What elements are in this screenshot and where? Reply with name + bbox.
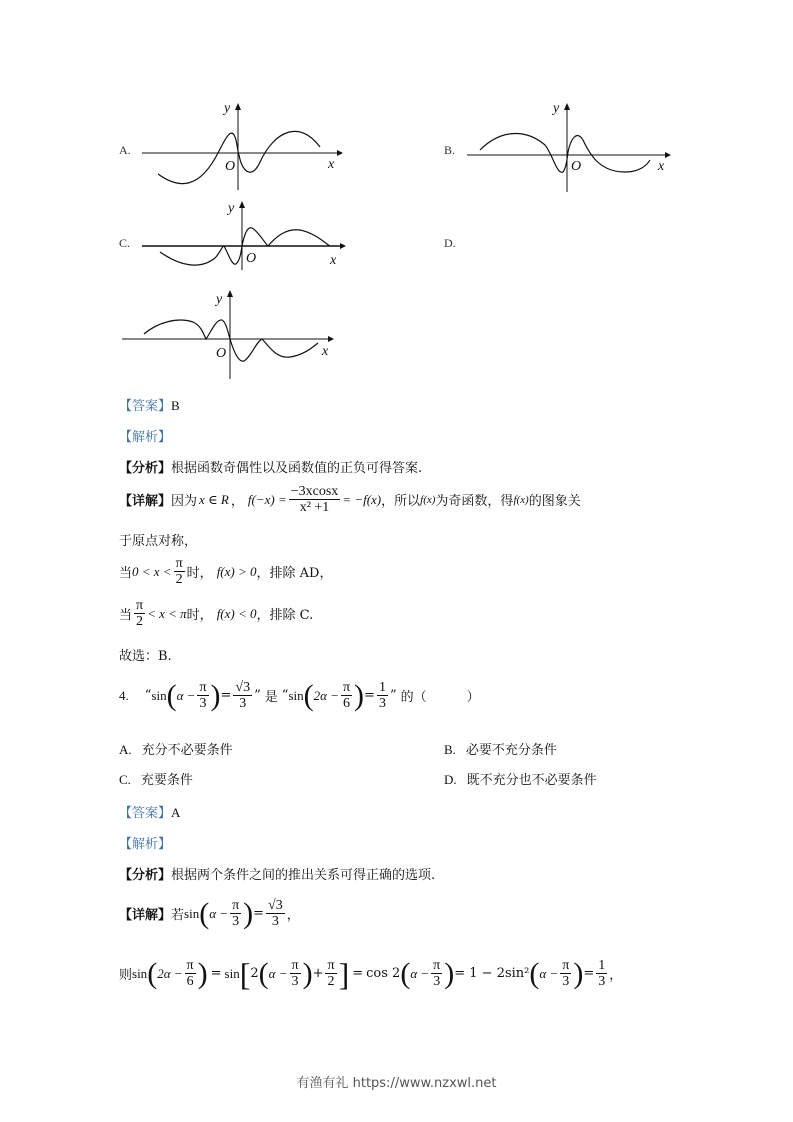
svg-text:y: y — [228, 201, 235, 216]
choice-a[interactable]: A. 充分不必要条件 — [119, 742, 233, 758]
q3-detail-line4: 当 $\frac{\pi}{2}$ < x < π 时， f(x) < 0 ，排除 C. — [119, 598, 314, 629]
svg-text:x: x — [658, 159, 665, 174]
q4-stem: 4. “ sin ( α − $\frac{\pi}{3}$ ) = $\frac{√3}{3}$ ” 是 “ sin ( 2α − $\frac{\pi}{6}$ ) = $\frac{1}{3}$ ” 的（ ） — [119, 678, 480, 712]
q4-analysis-tag: 【解析】 — [119, 837, 172, 852]
answer-tag: 【答案】 — [119, 399, 172, 414]
graph-option-d — [118, 287, 338, 382]
q3-analysis-tag: 【解析】 — [119, 430, 172, 445]
q4-answer-line: 【答案】A — [119, 805, 181, 821]
option-b-label: B. — [444, 143, 456, 157]
q4-detail-line2: 则 sin ( 2α − $\frac{\pi}{6}$ ) = sin [ 2 ( α − $\frac{\pi}{3}$ ) + $\frac{\pi}{2}$ ] = cos 2 ( α − $\frac{\pi}{3}$ ) = 1 − 2sin² ( α − $\frac{\pi}{3}$ ) = $\frac{1}{3}$ ， — [119, 955, 623, 992]
svg-text:x: x — [322, 344, 329, 359]
svg-text:y: y — [224, 101, 231, 116]
graph-option-b — [465, 100, 675, 195]
fraction: $\frac{-3xcosx}{\text{x² +1}}$ — [290, 484, 339, 515]
choice-c[interactable]: C. 充要条件 — [119, 772, 193, 788]
q3-conclusion: 故选：B. — [119, 649, 172, 664]
q3-detail-line1: 【详解】 因为 x ∈ R ， f(−x) = $\frac{-3xcosx}{\text{x² +1}}$ = −f(x) ，所以 f(x) 为奇函数，得 f(x) 的图象关 — [119, 484, 581, 515]
q4-detail-line1: 【详解】 若 sin ( α − $\frac{\pi}{3}$ ) = $\frac{√3}{3}$ ， — [119, 896, 300, 930]
answer-value: B — [171, 398, 180, 413]
option-a-label: A. — [119, 143, 131, 157]
choice-d[interactable]: D. 既不充分也不必要条件 — [444, 772, 597, 788]
origin-label: O — [225, 159, 236, 174]
option-d-label: D. — [444, 236, 456, 250]
q3-fenxi: 【分析】根据函数奇偶性以及函数值的正负可得答案. — [119, 461, 423, 476]
q4-fenxi: 【分析】根据两个条件之间的推出关系可得正确的选项. — [119, 868, 436, 883]
graph-option-a — [140, 100, 345, 195]
choice-b[interactable]: B. 必要不充分条件 — [444, 742, 557, 758]
option-c-label: C. — [119, 236, 131, 250]
q3-detail-line3: 当 0 < x < $\frac{\pi}{2}$ 时， f(x) > 0 ，排除 AD， — [119, 556, 333, 587]
svg-text:O: O — [571, 159, 582, 174]
q3-answer-line — [119, 395, 180, 414]
graph-option-c — [140, 198, 350, 273]
footer-watermark: 有渔有礼 https://www.nzxwl.net — [296, 1076, 497, 1091]
svg-text:y: y — [216, 292, 223, 307]
svg-text:y: y — [553, 101, 560, 116]
q3-detail-line2: 于原点对称， — [119, 534, 198, 549]
svg-text:O: O — [216, 346, 227, 361]
svg-text:x: x — [328, 157, 335, 172]
svg-text:O: O — [246, 251, 257, 266]
svg-text:x: x — [330, 253, 337, 268]
